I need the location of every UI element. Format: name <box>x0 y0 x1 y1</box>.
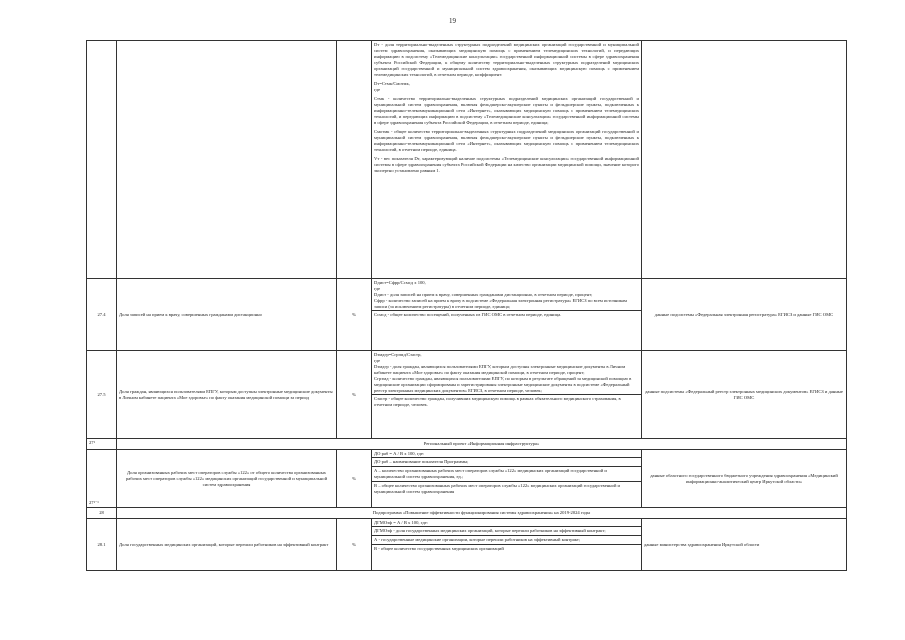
table-row-section <box>87 508 847 519</box>
cell-name <box>117 41 337 279</box>
cell-num: 27.4 <box>87 279 117 351</box>
formula-line: Сфрр - количество записей на прием к врачу в подсистеме «Федеральная электронная регистратура» ЕГИСЗ по всем источникам записи (за исключением регистратуры) в отчетном периоде, единица; <box>374 298 627 309</box>
formula-line: Сзастр - общее количество граждан, получивших медицинскую помощь в рамках обязательного медицинского страхования, в отчетном периоде, человек. <box>372 394 641 409</box>
formula-line: ДГМОэф = А / В x 100, где: <box>374 520 428 525</box>
cell-unit <box>337 41 372 279</box>
table-row <box>87 450 847 508</box>
cell-num <box>87 41 117 279</box>
cell-source: данные министерства здравоохранения Иркутской области <box>642 519 847 571</box>
cell-num: 27¹⁻¹ <box>87 450 117 508</box>
table-row <box>87 351 847 439</box>
formula-line: Dдист - доля записей на прием к врачу, совершенных гражданами дистанционно, в отчетном периоде, процент; <box>374 292 593 297</box>
formula-line: ДО раб = А / В x 100, где: <box>374 451 425 456</box>
section-title: Подпрограмма «Повышение эффективности функционирования системы здравоохранения» на 2019-2024 годы <box>117 508 847 519</box>
section-title: Региональный проект «Информационная инфраструктура» <box>117 439 847 450</box>
table-row <box>87 519 847 571</box>
indicator-table <box>86 40 846 625</box>
cell-formula <box>372 519 642 571</box>
formula-paragraph: Dт=Стмк/Смотмк, где <box>374 81 410 92</box>
cell-formula <box>372 41 642 279</box>
table-row <box>87 279 847 351</box>
formula-paragraph: Vт - вес показателя Dт, характеризующий наличие подсистемы «Телемедицинские консультации» государственной информационной системы в сфере здравоохранения субъекта Российской Федерации на качество организации медицинской помощи, значение которого экспертно установлено равным 1. <box>374 156 639 173</box>
formula-paragraph: Смотмк - общее количество территориально-выделенных структурных подразделений медицинских организаций государственной и муниципальной систем здравоохранения, включая фельдшерско-акушерские пункты и фельдшерские пункты, подключенных к информационно-телекоммуникационной сети «Интернет», оказывающих медицинскую помощь с применением телемедицинских технологий, в отчетном периоде, единица. <box>374 129 639 152</box>
cell-formula <box>372 279 642 351</box>
formula-line: В – общее количество организованных рабочих мест операторов службы «122» медицинских организаций государственной и муниципальной систем здравоохранения <box>372 481 641 496</box>
page-number: 19 <box>449 17 456 25</box>
cell-num: 27.5 <box>87 351 117 439</box>
table-row-section <box>87 439 847 450</box>
cell-formula <box>372 450 642 508</box>
cell-unit: % <box>337 450 372 508</box>
cell-name: Доля государственных медицинских организаций, которые перешли работников на эффективный контракт <box>117 519 337 571</box>
formula-line: ДО раб – наименование показателя Программы; <box>372 457 641 466</box>
table-row <box>87 41 847 279</box>
formula-line: ДГМОэф - доля государственных медицинских организаций, которые перешли работников на эффективный контракт; <box>372 526 641 535</box>
formula-line: Dдист=Сфрр/Ссмсд x 100, где <box>374 280 426 291</box>
formula-paragraph: Dт - доля территориально-выделенных структурных подразделений медицинских организаций государственной и муниципальной систем здравоохранения, оказывающих медицинскую помощь с применением телемедицинских технологий, и передающих информацию в подсистему «Телемедицинские консультации» государственной информационной системы в сфере здравоохранения субъекта Российской Федерации, к общему количеству территориально-выделенных структурных подразделений медицинских организаций государственной и муниципальной систем здравоохранения, оказывающих медицинскую помощь с применением телемедицинских технологий, в отчетном периоде, коэффициент: <box>374 42 639 77</box>
cell-unit: % <box>337 351 372 439</box>
cell-source <box>642 41 847 279</box>
cell-num: 28 <box>87 508 117 519</box>
cell-unit: % <box>337 279 372 351</box>
cell-name: Доля граждан, являющихся пользователями ЕПГУ, которым доступны электронные медицинские документы в Личном кабинете пациента «Мое здоровье» по факту оказания медицинской помощи за период <box>117 351 337 439</box>
cell-source: данные областного государственного бюджетного учреждения здравоохранения «Медицинский информационно-аналитический центр Иркутской области» <box>642 450 847 508</box>
formula-line: Ссмсд - общее количество посещений, полученных из ГИС ОМС в отчетном периоде, единица. <box>372 310 641 319</box>
cell-name: Доля записей на прием к врачу, совершенных гражданами дистанционно <box>117 279 337 351</box>
formula-line: В - общее количество государственных медицинских организаций <box>372 544 641 553</box>
formula-line: Сгрэмд - количество граждан, являющихся пользователями ЕПГУ, по которым в результате обращений за медицинской помощью в медицинские организации сформированы и зарегистрированы электронные медицинские документы в подсистеме «Федеральный реестр электронных медицинских документов» ЕГИСЗ, в отчетном периоде, человек; <box>374 376 632 393</box>
formula-line: А – количество организованных рабочих мест операторов службы «122» медицинских организаций государственной и муниципальной систем здравоохранения, ед.; <box>372 466 641 481</box>
formula-line: Dэмдгр=Сгрэмд/Сзастр, где <box>374 352 422 363</box>
cell-unit: % <box>337 519 372 571</box>
cell-source: данные подсистемы «Федеральный реестр электронных медицинских документов» ЕГИСЗ и данные ГИС ОМС <box>642 351 847 439</box>
cell-source: данные подсистемы «Федеральная электронная регистратура» ЕГИСЗ и данные ГИС ОМС <box>642 279 847 351</box>
cell-name: Доля организованных рабочих мест операторов службы «122» от общего количества организованных рабочих мест операторов службы «122» медицинских организаций государственной и муниципальной систем здравоохранения <box>117 450 337 508</box>
formula-paragraph: Стмк - количество территориально-выделенных структурных подразделений медицинских организаций государственной и муниципальной систем здравоохранения, включая фельдшерско-акушерские пункты и фельдшерские пункты, подключенных к информационно-телекоммуникационной сети «Интернет», оказывающих медицинскую помощь с применением телемедицинских технологий, и передающих информацию в подсистему «Телемедицинские консультации» государственной информационной системы в сфере здравоохранения субъекта Российской Федерации, в отчетном периоде, единица; <box>374 96 639 125</box>
formula-line: Dэмдгр - доля граждан, являющихся пользователями ЕПГУ, которым доступны электронные медицинские документы в Личном кабинете пациента «Мое здоровье» по факту оказания медицинской помощи, в отчетном периоде, процент; <box>374 364 626 375</box>
cell-formula <box>372 351 642 439</box>
cell-num: 28.1 <box>87 519 117 571</box>
cell-num: 27¹ <box>87 439 117 450</box>
formula-line: А - государственные медицинские организации, которые перешли работников на эффективный контракт; <box>372 535 641 544</box>
